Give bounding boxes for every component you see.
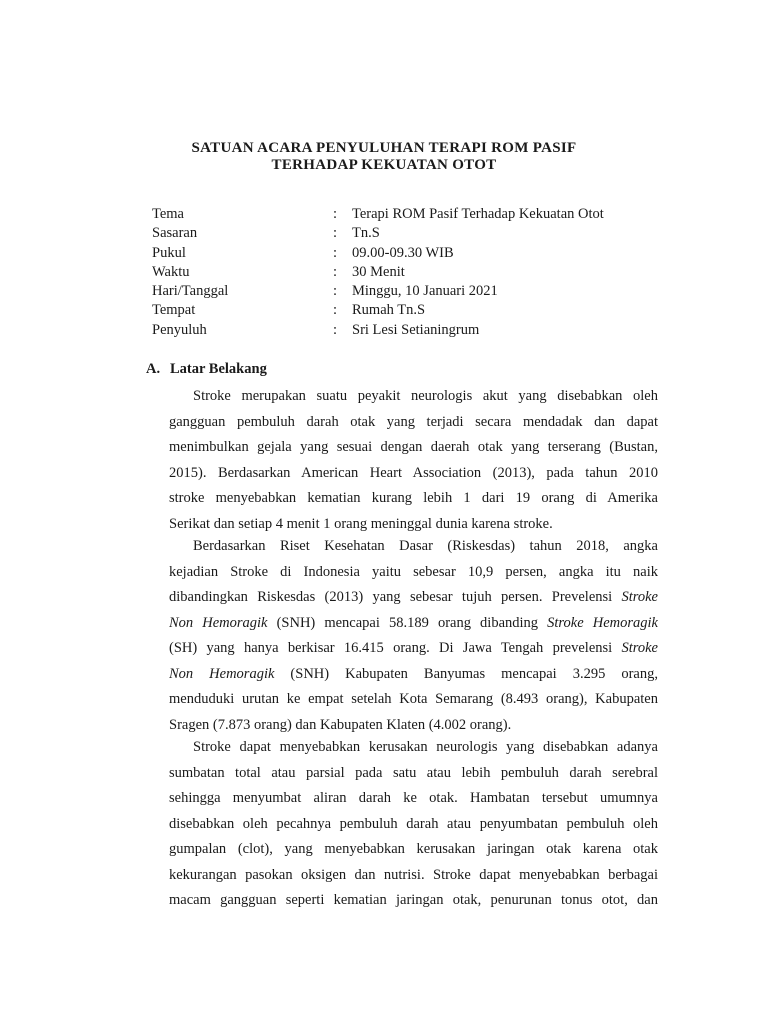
info-label: Tema [152, 206, 184, 222]
info-row-tempat [152, 301, 672, 320]
info-label: Hari/Tanggal [152, 283, 229, 300]
paragraph-line: gumpalan (clot), yang menyebabkan kerusakan jaringan otak karena otak [169, 841, 658, 857]
info-value: Sri Lesi Setianingrum [352, 321, 480, 338]
paragraph-line: gangguan pembuluh darah otak yang terjadi secara mendadak dan dapat [169, 413, 658, 430]
paragraph-line [169, 636, 658, 662]
info-label: Tempat [152, 302, 196, 319]
info-colon: : [333, 225, 338, 242]
paragraph-line: macam gangguan seperti kematian jaringan otak, penurunan tonus otot, dan [169, 892, 658, 908]
info-colon: : [333, 244, 338, 261]
paragraph-line: kekurangan pasokan oksigen dan nutrisi. Stroke dapat menyebabkan berbagai [169, 866, 658, 883]
info-colon: : [333, 302, 338, 319]
paragraph-line [169, 585, 658, 611]
info-value: Rumah Tn.S [352, 302, 426, 319]
info-row-tema [152, 205, 672, 224]
info-label: Penyuluh [152, 321, 207, 338]
text-run: (SNH) Kabupaten Banyumas mencapai 3.295 orang, [274, 665, 658, 682]
info-label: Waktu [152, 263, 190, 280]
document-title-line-1: SATUAN ACARA PENYULUHAN TERAPI ROM PASIF [191, 140, 577, 156]
italic-term: Stroke Hemoragik [547, 614, 658, 631]
section-title: Latar Belakang [170, 361, 267, 377]
italic-term: Non Hemoragik [169, 665, 275, 682]
document-title-line-2: TERHADAP KEKUATAN OTOT [271, 157, 497, 173]
paragraph-2 [169, 534, 658, 738]
info-colon: : [333, 206, 338, 222]
info-row-sasaran [152, 224, 672, 243]
info-row-penyuluh [152, 321, 672, 340]
italic-term: Stroke [621, 589, 658, 605]
paragraph-line [169, 611, 658, 637]
paragraph-line: sumbatan total atau parsial pada satu atau lebih pembuluh darah serebral [169, 764, 658, 781]
paragraph-line: menduduki urutan ke empat setelah Kota Semarang (8.493 orang), Kabupaten [169, 691, 658, 707]
info-colon: : [333, 321, 338, 338]
paragraph-line: kejadian Stroke di Indonesia yaitu sebesar 10,9 persen, angka itu naik [169, 563, 658, 580]
section-letter: A. [146, 361, 161, 377]
italic-term: Non Hemoragik [169, 614, 268, 631]
info-row-pukul [152, 244, 672, 263]
info-label: Sasaran [152, 225, 198, 242]
paragraph-line: Berdasarkan Riset Kesehatan Dasar (Riskesdas) tahun 2018, angka [193, 538, 658, 554]
paragraph-line: 2015). Berdasarkan American Heart Association (2013), pada tahun 2010 [169, 464, 658, 481]
paragraph-1 [169, 384, 658, 537]
info-row-hari-tanggal [152, 282, 672, 301]
info-value: 09.00-09.30 WIB [352, 244, 454, 261]
info-value: Tn.S [352, 225, 380, 242]
paragraph-3 [169, 735, 658, 914]
paragraph-line: Sragen (7.873 orang) dan Kabupaten Klaten (4.002 orang). [169, 716, 512, 733]
paragraph-line: stroke menyebabkan kematian kurang lebih 1 dari 19 orang di Amerika [169, 490, 658, 506]
section-heading [146, 361, 267, 378]
info-row-waktu [152, 263, 672, 282]
info-table [152, 205, 672, 340]
info-value: Terapi ROM Pasif Terhadap Kekuatan Otot [352, 206, 604, 222]
paragraph-line: sehingga menyumbat aliran darah ke otak. Hambatan tersebut umumnya [169, 790, 658, 806]
italic-term: Stroke [621, 640, 658, 656]
paragraph-line: Stroke merupakan suatu peyakit neurologis akut yang disebabkan oleh [193, 388, 658, 404]
info-value: Minggu, 10 Januari 2021 [352, 283, 498, 300]
paragraph-line: disebabkan oleh pecahnya pembuluh darah atau penyumbatan pembuluh oleh [169, 815, 658, 832]
info-colon: : [333, 263, 338, 280]
paragraph-line: Serikat dan setiap 4 menit 1 orang meninggal dunia karena stroke. [169, 515, 553, 532]
text-run: (SH) yang hanya berkisar 16.415 orang. Di Jawa Tengah prevelensi [169, 640, 622, 656]
info-value: 30 Menit [352, 263, 405, 280]
text-run: dibandingkan Riskesdas (2013) yang sebesar tujuh persen. Prevelensi [169, 589, 622, 605]
info-colon: : [333, 283, 338, 300]
paragraph-line: menimbulkan gejala yang sesuai dengan daerah otak yang terserang (Bustan, [169, 439, 658, 455]
paragraph-line: Stroke dapat menyebabkan kerusakan neurologis yang disebabkan adanya [193, 739, 658, 755]
paragraph-line [169, 662, 658, 688]
info-label: Pukul [152, 244, 186, 261]
text-run: (SNH) mencapai 58.189 orang dibanding [267, 614, 548, 631]
